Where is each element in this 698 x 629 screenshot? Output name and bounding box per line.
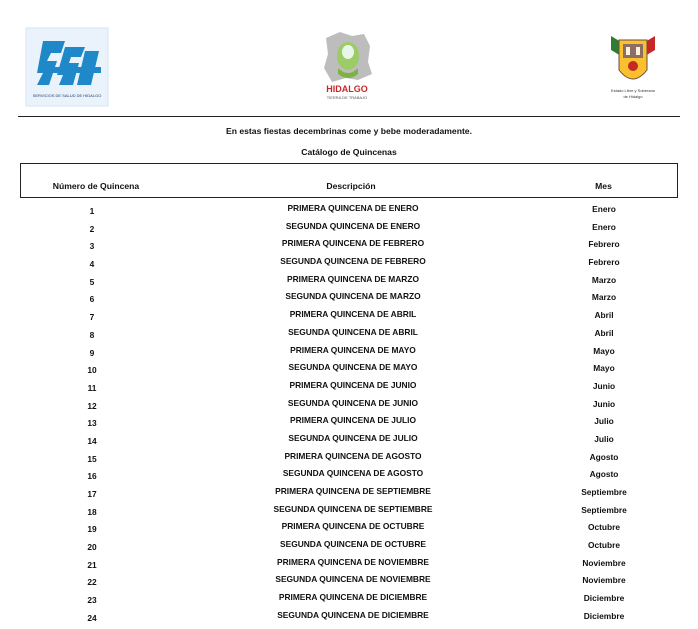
row-description: SEGUNDA QUINCENA DE NOVIEMBRE [275, 574, 431, 585]
ssh-logo [25, 27, 109, 107]
row-description: SEGUNDA QUINCENA DE ENERO [285, 220, 421, 231]
row-month: Julio [594, 433, 614, 444]
row-month: Septiembre [581, 504, 627, 515]
row-number: 2 [89, 223, 95, 234]
estado-hidalgo-crest [607, 30, 659, 106]
row-month: Mayo [593, 363, 615, 374]
row-month: Abril [594, 310, 614, 321]
row-month: Marzo [591, 274, 617, 285]
row-number: 7 [89, 312, 95, 323]
row-description: PRIMERA QUINCENA DE AGOSTO [284, 450, 422, 461]
row-number: 22 [87, 577, 97, 588]
row-month: Agosto [589, 451, 619, 462]
row-month: Mayo [593, 345, 615, 356]
row-number: 10 [87, 365, 97, 376]
row-month: Enero [592, 204, 616, 214]
header-divider [18, 116, 680, 117]
header-mes: Mes [595, 181, 612, 191]
row-description: SEGUNDA QUINCENA DE DICIEMBRE [277, 609, 429, 620]
row-month: Junio [592, 380, 616, 391]
table-row [0, 572, 698, 590]
holiday-motto: En estas fiestas decembrinas come y bebe moderadamente. [226, 126, 472, 136]
row-description: PRIMERA QUINCENA DE FEBRERO [281, 238, 425, 249]
hidalgo-logo [318, 28, 376, 104]
row-description: PRIMERA QUINCENA DE SEPTIEMBRE [275, 486, 431, 496]
row-month: Noviembre [582, 557, 626, 568]
row-number: 9 [89, 347, 95, 358]
row-number: 3 [89, 241, 95, 252]
row-number: 5 [89, 276, 95, 287]
row-description: PRIMERA QUINCENA DE OCTUBRE [281, 521, 425, 532]
hidalgo-tagline: TIERRA DE TRABAJO [326, 95, 368, 100]
table-row [0, 537, 698, 555]
row-number: 11 [87, 382, 97, 393]
table-row [0, 608, 698, 626]
hidalgo-name: HIDALGO [326, 84, 368, 94]
quincenas-table [0, 201, 698, 626]
row-number: 13 [87, 418, 97, 429]
row-number: 24 [87, 612, 97, 623]
row-number: 16 [87, 471, 97, 482]
row-number: 20 [87, 542, 97, 553]
row-number: 14 [87, 435, 97, 446]
table-row [0, 307, 698, 325]
table-header [20, 163, 678, 198]
row-month: Enero [592, 221, 616, 232]
row-number: 15 [87, 453, 97, 464]
row-month: Abril [594, 327, 614, 338]
row-month: Diciembre [583, 593, 625, 604]
row-month: Marzo [591, 292, 617, 303]
row-month: Febrero [588, 239, 620, 250]
row-description: PRIMERA QUINCENA DE JULIO [290, 415, 416, 426]
table-row [0, 201, 698, 219]
table-row [0, 254, 698, 272]
row-month: Noviembre [582, 575, 626, 586]
table-row [0, 289, 698, 307]
row-description: SEGUNDA QUINCENA DE JUNIO [287, 397, 419, 408]
row-description: SEGUNDA QUINCENA DE ABRIL [288, 326, 418, 337]
ssh-caption: SERVICIOS DE SALUD DE HIDALGO [32, 93, 102, 98]
row-number: 8 [89, 329, 95, 340]
row-number: 4 [89, 259, 95, 270]
row-month: Junio [592, 398, 616, 409]
estado-caption-1: Estado Libre y Soberano [610, 88, 656, 93]
header-numero: Número de Quincena [52, 181, 140, 191]
table-row [0, 484, 698, 502]
row-description: PRIMERA QUINCENA DE ABRIL [289, 309, 417, 320]
table-row [0, 396, 698, 414]
row-month: Agosto [589, 469, 619, 480]
table-row [0, 502, 698, 520]
table-row [0, 325, 698, 343]
row-description: SEGUNDA QUINCENA DE JULIO [288, 432, 418, 443]
table-row [0, 519, 698, 537]
row-month: Septiembre [581, 487, 627, 497]
table-row [0, 449, 698, 467]
row-month: Octubre [587, 540, 621, 551]
row-description: SEGUNDA QUINCENA DE MARZO [285, 291, 421, 302]
table-row [0, 466, 698, 484]
catalog-title: Catálogo de Quincenas [301, 147, 397, 157]
row-description: SEGUNDA QUINCENA DE OCTUBRE [280, 539, 426, 550]
row-number: 1 [89, 206, 95, 216]
table-row [0, 360, 698, 378]
row-month: Julio [594, 416, 614, 427]
table-row [0, 219, 698, 237]
table-row [0, 555, 698, 573]
row-month: Diciembre [583, 610, 625, 621]
row-number: 19 [87, 524, 97, 535]
row-month: Febrero [588, 257, 620, 268]
row-description: SEGUNDA QUINCENA DE AGOSTO [282, 468, 424, 479]
row-number: 6 [89, 294, 95, 305]
row-description: SEGUNDA QUINCENA DE SEPTIEMBRE [273, 503, 433, 514]
table-row [0, 431, 698, 449]
row-description: PRIMERA QUINCENA DE NOVIEMBRE [276, 556, 429, 567]
header-descripcion: Descripción [326, 181, 376, 191]
table-row [0, 590, 698, 608]
row-description: PRIMERA QUINCENA DE ENERO [287, 203, 419, 213]
row-number: 23 [87, 595, 97, 606]
row-number: 18 [87, 506, 97, 517]
row-month: Octubre [587, 522, 621, 533]
row-description: PRIMERA QUINCENA DE DICIEMBRE [278, 592, 428, 603]
table-row [0, 343, 698, 361]
row-description: PRIMERA QUINCENA DE MARZO [287, 273, 419, 284]
table-row [0, 236, 698, 254]
estado-caption-2: de Hidalgo [623, 94, 643, 99]
row-description: PRIMERA QUINCENA DE JUNIO [289, 379, 417, 390]
row-description: SEGUNDA QUINCENA DE FEBRERO [280, 256, 426, 267]
table-row [0, 272, 698, 290]
row-description: PRIMERA QUINCENA DE MAYO [290, 344, 416, 355]
row-number: 17 [87, 489, 97, 499]
row-description: SEGUNDA QUINCENA DE MAYO [288, 362, 418, 373]
row-number: 12 [87, 400, 97, 411]
table-row [0, 378, 698, 396]
table-row [0, 413, 698, 431]
row-number: 21 [87, 559, 97, 570]
